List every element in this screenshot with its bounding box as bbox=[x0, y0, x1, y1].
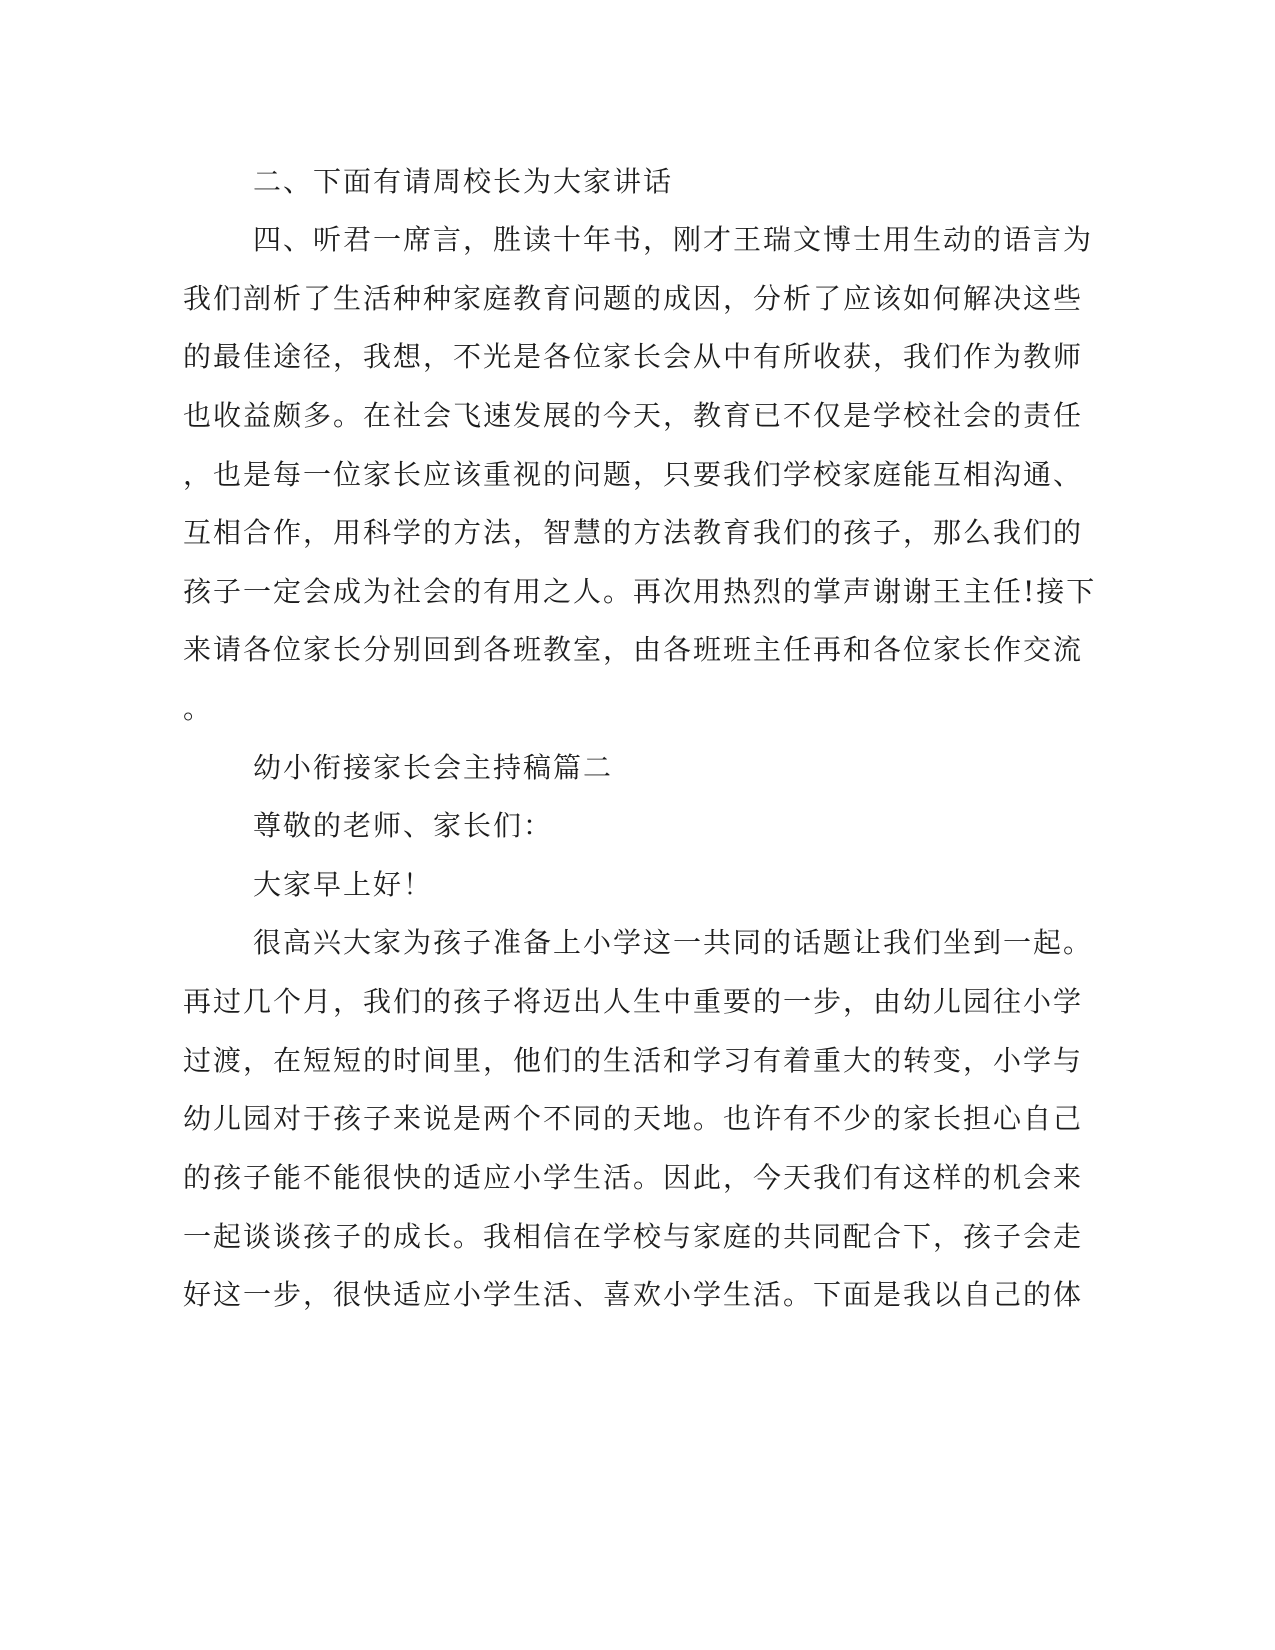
text-line: 好这一步，很快适应小学生活、喜欢小学生活。下面是我以自己的体 bbox=[183, 1278, 1084, 1311]
text-line: 孩子一定会成为社会的有用之人。再次用热烈的掌声谢谢王主任!接下 bbox=[183, 575, 1097, 608]
text-line: 的孩子能不能很快的适应小学生活。因此，今天我们有这样的机会来 bbox=[183, 1161, 1084, 1194]
section-heading: 幼小衔接家长会主持稿篇二 bbox=[253, 751, 614, 784]
text-line: 大家早上好！ bbox=[253, 868, 434, 901]
text-line: 的最佳途径，我想，不光是各位家长会从中有所收获，我们作为教师 bbox=[183, 340, 1084, 373]
text-line: 也收益颇多。在社会飞速发展的今天，教育已不仅是学校社会的责任 bbox=[183, 399, 1084, 432]
text-line: 尊敬的老师、家长们： bbox=[253, 809, 554, 842]
text-line: 四、听君一席言，胜读十年书，刚才王瑞文博士用生动的语言为 bbox=[253, 223, 1094, 256]
text-line: 我们剖析了生活种种家庭教育问题的成因，分析了应该如何解决这些 bbox=[183, 282, 1084, 315]
text-line: 很高兴大家为孩子准备上小学这一共同的话题让我们坐到一起。 bbox=[253, 926, 1094, 959]
text-line: ，也是每一位家长应该重视的问题，只要我们学校家庭能互相沟通、 bbox=[183, 458, 1084, 491]
text-line: 再过几个月，我们的孩子将迈出人生中重要的一步，由幼儿园往小学 bbox=[183, 985, 1084, 1018]
text-line: 过渡，在短短的时间里，他们的生活和学习有着重大的转变，小学与 bbox=[183, 1044, 1084, 1077]
text-line: 一起谈谈孩子的成长。我相信在学校与家庭的共同配合下，孩子会走 bbox=[183, 1220, 1084, 1253]
text-line: 幼儿园对于孩子来说是两个不同的天地。也许有不少的家长担心自己 bbox=[183, 1102, 1084, 1135]
text-line: 二、下面有请周校长为大家讲话 bbox=[253, 165, 674, 198]
text-line: 。 bbox=[183, 692, 214, 725]
text-line: 互相合作，用科学的方法，智慧的方法教育我们的孩子，那么我们的 bbox=[183, 516, 1084, 549]
text-line: 来请各位家长分别回到各班教室，由各班班主任再和各位家长作交流 bbox=[183, 633, 1084, 666]
